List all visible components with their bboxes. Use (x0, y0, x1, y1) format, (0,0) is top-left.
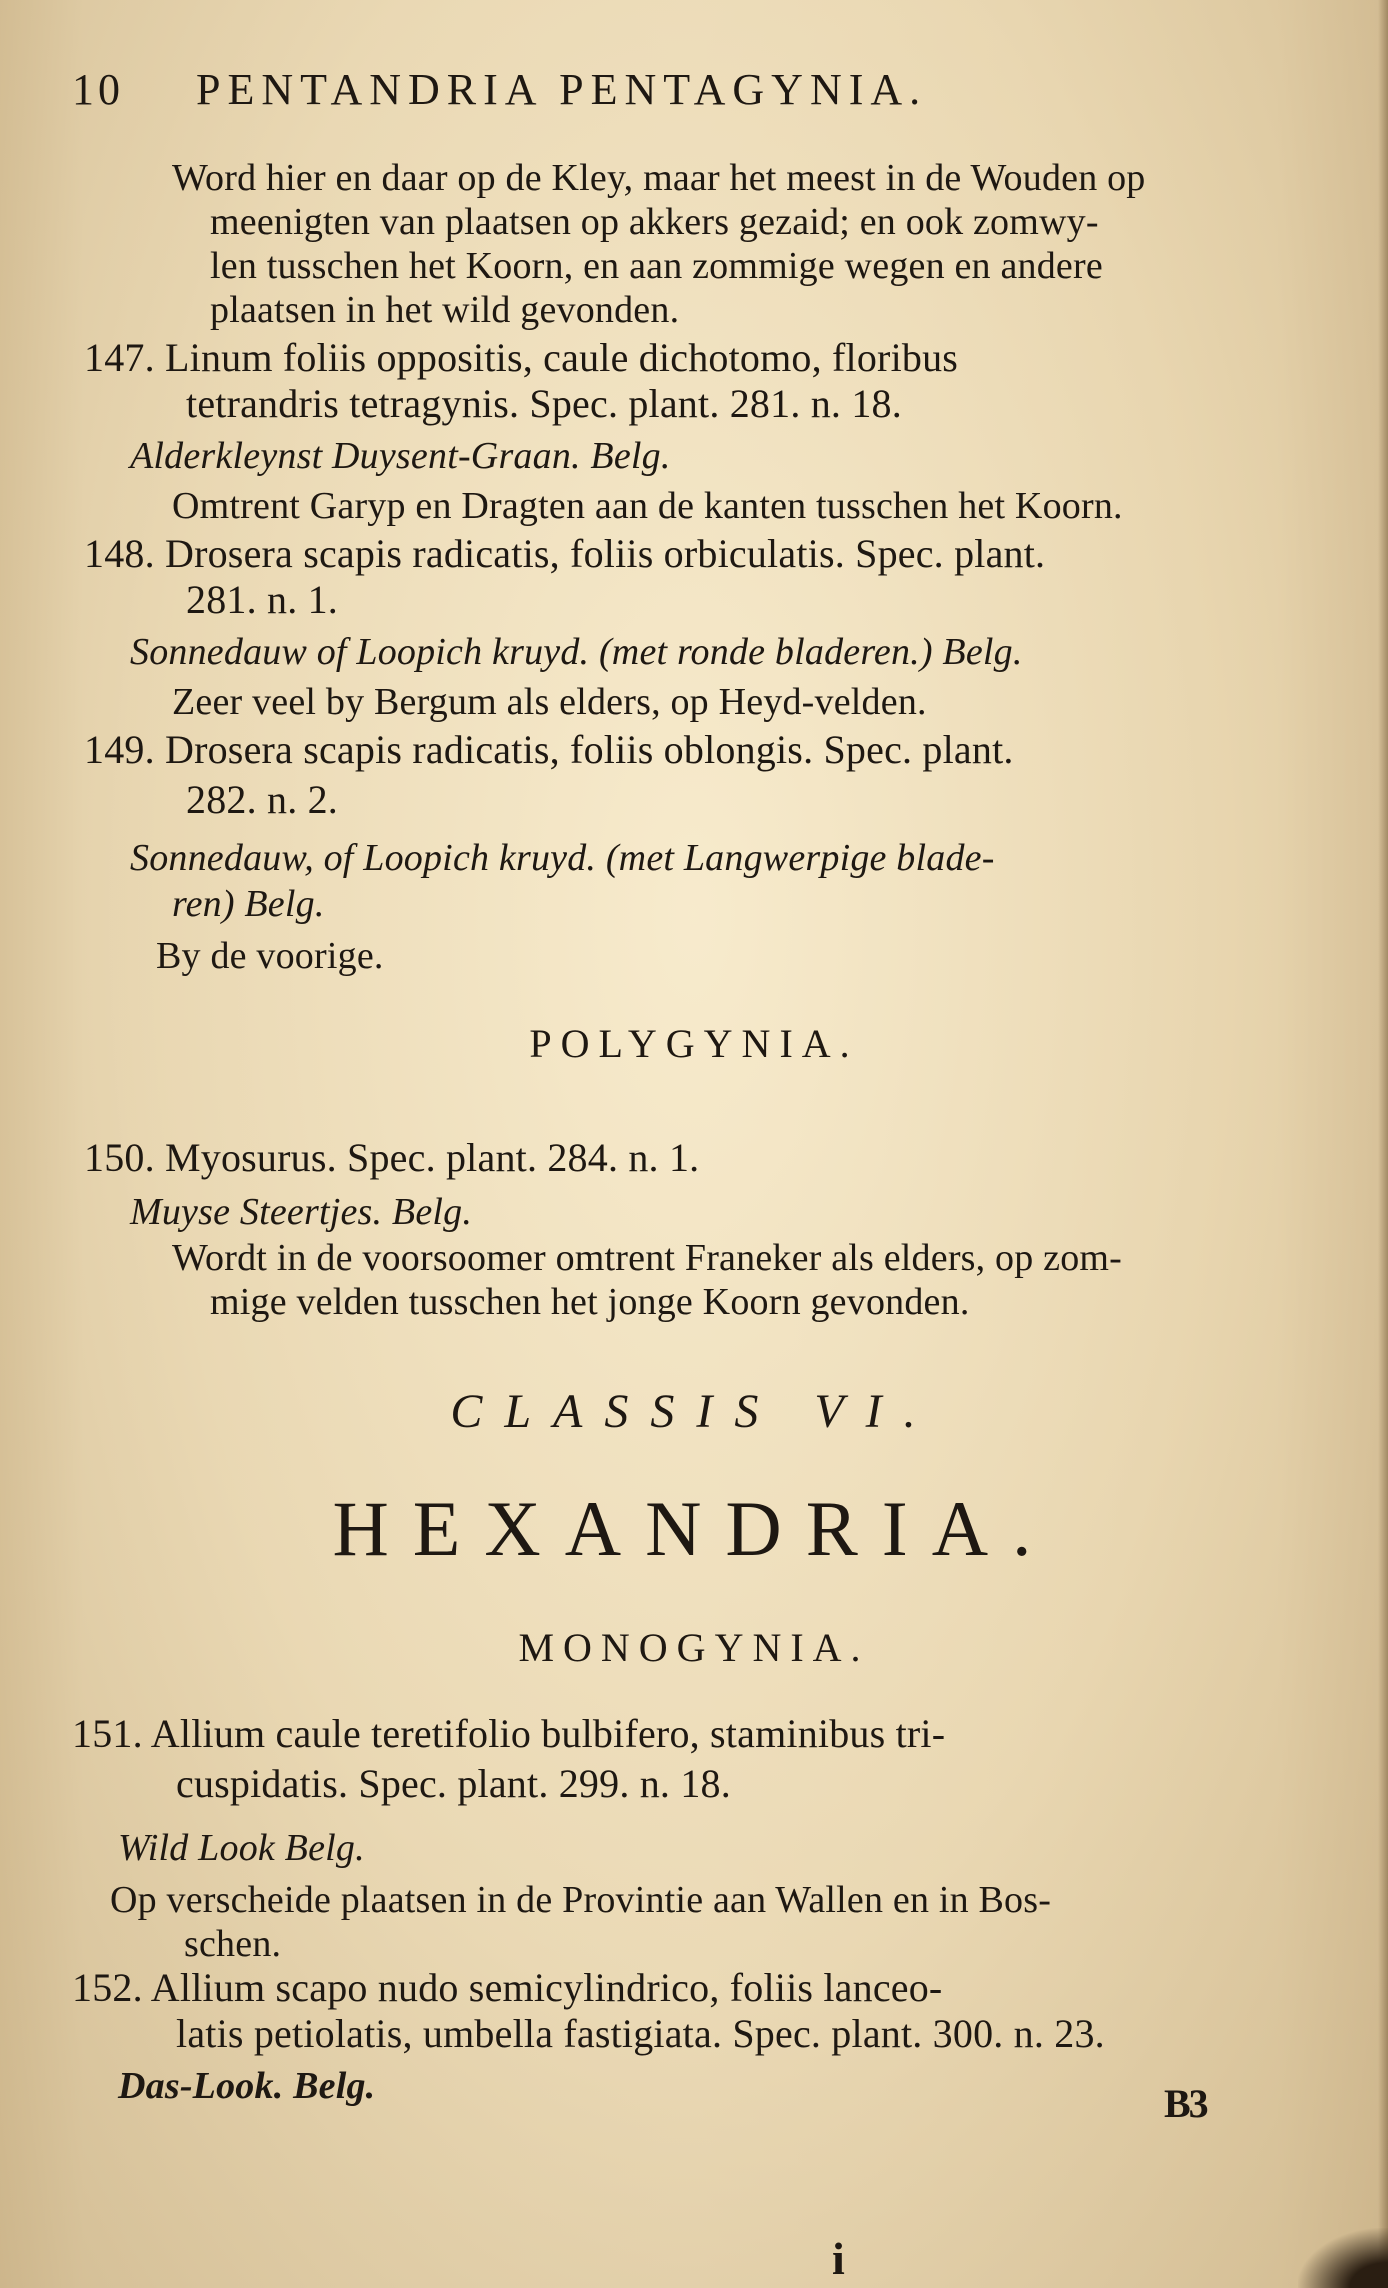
entry-147-habitat: Omtrent Garyp en Dragten aan de kanten tusschen het Koorn. (172, 485, 1123, 527)
entry-148-habitat: Zeer veel by Bergum als elders, op Heyd-velden. (172, 681, 927, 723)
entry-148-line: 281. n. 1. (186, 577, 338, 622)
section-heading-polygynia: POLYGYNIA. (529, 1021, 859, 1066)
signature-mark: B 3 (1164, 2081, 1203, 2126)
entry-150-common-name: Muyse Steertjes. Belg. (130, 1191, 473, 1233)
entry-151-habitat: Op verscheide plaatsen in de Provintie aan Wallen en in Bos- (110, 1879, 1052, 1921)
entry-152-line: latis petiolatis, umbella fastigiata. Spec. plant. 300. n. 23. (176, 2011, 1105, 2056)
entry-148-line: 148. Drosera scapis radicatis, foliis orbiculatis. Spec. plant. (84, 531, 1046, 576)
entry-149-line: 149. Drosera scapis radicatis, foliis oblongis. Spec. plant. (84, 727, 1014, 772)
body-line: len tusschen het Koorn, en aan zommige wegen en andere (210, 245, 1103, 287)
entry-152-line: 152. Allium scapo nudo semicylindrico, foliis lanceo- (72, 1965, 943, 2010)
entry-150-habitat: Wordt in de voorsoomer omtrent Franeker als elders, op zom- (172, 1237, 1123, 1279)
entry-152-common-name: Das-Look. Belg. (118, 2065, 376, 2107)
class-title-hexandria: HEXANDRIA. (332, 1485, 1056, 1572)
body-line: Word hier en daar op de Kley, maar het meest in de Wouden op (172, 157, 1146, 199)
section-heading-monogynia: MONOGYNIA. (518, 1625, 870, 1670)
entry-150-line: 150. Myosurus. Spec. plant. 284. n. 1. (84, 1135, 700, 1180)
entry-147-line: 147. Linum foliis oppositis, caule dichotomo, floribus (84, 335, 959, 380)
entry-151-habitat: schen. (184, 1923, 282, 1965)
running-title: PENTANDRIA PENTAGYNIA. (196, 65, 928, 114)
body-line: plaatsen in het wild gevonden. (210, 289, 680, 331)
corner-shadow (1298, 2228, 1388, 2288)
entry-149-common-name: Sonnedauw, of Loopich kruyd. (met Langwerpige blade- (130, 837, 995, 879)
entry-149-habitat: By de voorige. (156, 935, 384, 977)
entry-151-common-name: Wild Look Belg. (118, 1827, 365, 1869)
page-number: 10 (72, 65, 124, 114)
entry-147-common-name: Alderkleynst Duysent-Graan. Belg. (130, 435, 671, 477)
entry-148-common-name: Sonnedauw of Loopich kruyd. (met ronde bladeren.) Belg. (130, 631, 1023, 673)
entry-151-line: 151. Allium caule teretifolio bulbifero, staminibus tri- (72, 1711, 946, 1756)
entry-149-common-name: ren) Belg. (172, 883, 325, 925)
entry-149-line: 282. n. 2. (186, 777, 338, 822)
entry-147-line: tetrandris tetragynis. Spec. plant. 281. n. 18. (186, 381, 902, 426)
class-heading: CLASSIS VI. (450, 1385, 938, 1438)
entry-151-line: cuspidatis. Spec. plant. 299. n. 18. (176, 1761, 731, 1806)
bottom-ornament: i (832, 2233, 845, 2284)
body-line: meenigten van plaatsen op akkers gezaid; en ook zomwy- (210, 201, 1099, 243)
entry-150-habitat: mige velden tusschen het jonge Koorn gevonden. (210, 1281, 970, 1323)
page-edge-shadow (1378, 0, 1388, 2288)
